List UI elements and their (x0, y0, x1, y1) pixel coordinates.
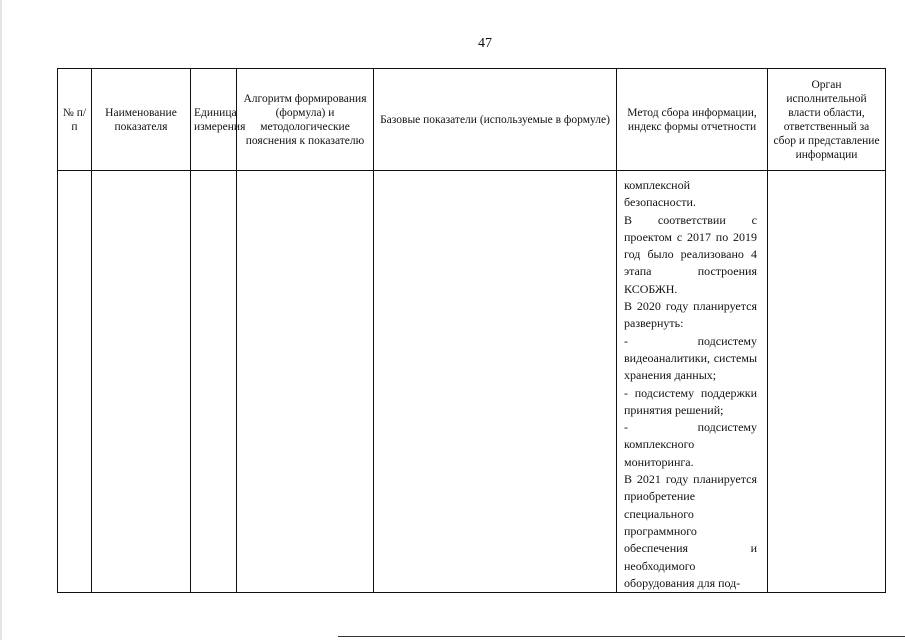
header-number: № п/п (58, 69, 92, 171)
cell-name (92, 171, 191, 593)
header-unit: Единица измерения (191, 69, 237, 171)
header-collection-method: Метод сбора информации, индекс формы отчетности (617, 69, 768, 171)
header-algorithm: Алгоритм формирования (формула) и методологические пояснения к показателю (237, 69, 374, 171)
header-row (58, 69, 886, 171)
method-paragraph: В 2021 году планируется приобретение специального программного обеспечения и необходимого оборудования для под- (624, 472, 757, 590)
cell-base-indicators (374, 171, 617, 593)
method-paragraph: - подсистему поддержки принятия решений; (624, 385, 757, 417)
cell-unit (191, 171, 237, 593)
method-paragraph: комплексной безопасности. (624, 178, 696, 210)
indicator-table (57, 68, 886, 593)
table-row (58, 171, 886, 593)
method-paragraph: - подсистему видеоаналитики, системы хранения данных; (624, 333, 757, 383)
header-base-indicators: Базовые показатели (используемые в формуле) (374, 69, 617, 171)
cell-collection-method (617, 171, 768, 593)
page-bottom-line (338, 636, 905, 637)
cell-number (58, 171, 92, 593)
method-paragraph: В 2020 году планируется развернуть: (624, 299, 757, 331)
page-number: 47 (478, 36, 492, 51)
cell-responsible-body (768, 171, 886, 593)
cell-algorithm (237, 171, 374, 593)
method-paragraph: В соответствии с проектом с 2017 по 2019 год было реализовано 4 этапа построения КСОБЖН. (624, 212, 757, 296)
method-text (624, 177, 757, 592)
method-paragraph: - подсистему комплексного мониторинга. (624, 420, 757, 469)
header-name: Наименование показателя (92, 69, 191, 171)
header-responsible-body: Орган исполнительной власти области, ответственный за сбор и представление информации (768, 69, 886, 171)
scan-left-edge (0, 0, 2, 640)
